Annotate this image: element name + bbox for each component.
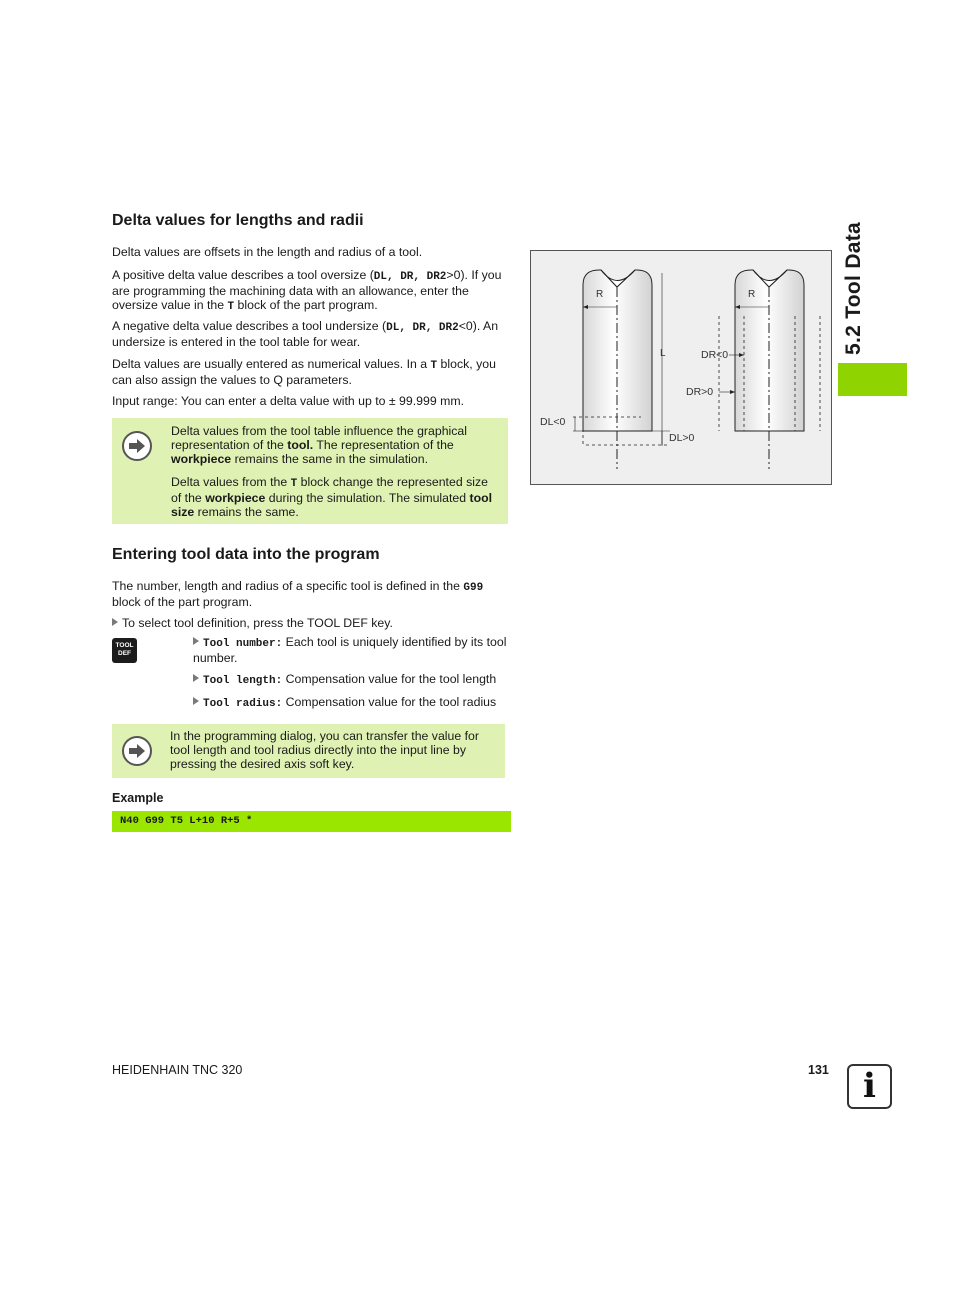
example-code-bar (112, 811, 511, 832)
list-item-tool-number: Tool number: Each tool is uniquely identified by its tool number. (193, 635, 507, 666)
example-label: Example (112, 791, 164, 805)
label-r-left: R (596, 289, 604, 300)
label-r-right: R (748, 289, 756, 300)
step-select-tool-def: To select tool definition, press the TOOL DEF key. (112, 616, 512, 630)
sidebar-title: 5.2 Tool Data (842, 221, 865, 355)
arrow-right-icon (122, 736, 152, 766)
bullet-triangle-icon (112, 618, 118, 626)
arrow-right-icon (122, 431, 152, 461)
bullet-triangle-icon (193, 674, 199, 682)
sidebar-green-tab (838, 363, 907, 396)
bullet-triangle-icon (193, 637, 199, 645)
label-dl-negative: DL<0 (540, 416, 566, 428)
label-dr-negative: DR<0 (701, 349, 729, 361)
tool-delta-figure (530, 250, 832, 485)
footer-product-name: HEIDENHAIN TNC 320 (112, 1063, 243, 1077)
tool-def-key-line1: TOOL (115, 642, 134, 649)
list-item-tool-length: Tool length: Compensation value for the tool length (193, 672, 513, 688)
label-l: L (660, 348, 666, 359)
example-code: N40 G99 T5 L+10 R+5 * (120, 815, 253, 827)
paragraph-positive-delta: A positive delta value describes a tool oversize (DL, DR, DR2>0). If you are programming the machining data with an allowance, enter the oversize value in the T block of the part program. (112, 268, 502, 314)
label-dl-positive: DL>0 (669, 432, 695, 444)
section-heading-entering-tool-data: Entering tool data into the program (112, 546, 380, 563)
section-heading-delta-values: Delta values for lengths and radii (112, 212, 364, 229)
tool-def-key-line2: DEF (118, 649, 131, 657)
note-box-delta (112, 418, 508, 524)
paragraph-numerical-values: Delta values are usually entered as numerical values. In a T block, you can also assign the values to Q parameters. (112, 357, 496, 388)
note-programming-dialog-text: In the programming dialog, you can transfer the value for tool length and tool radius directly into the input line by pressing the desired axis soft key. (170, 729, 479, 772)
tool-def-key[interactable] (112, 638, 137, 663)
note-box-programming-dialog (112, 724, 505, 778)
note-delta-paragraph-1: Delta values from the tool table influence the graphical representation of the tool. The representation of the workpiece remains the same in the simulation. (171, 424, 467, 467)
page-number: 131 (808, 1063, 829, 1077)
paragraph-g99-block: The number, length and radius of a specific tool is defined in the G99 block of the part program. (112, 579, 484, 610)
info-icon (847, 1064, 892, 1109)
list-item-tool-radius: Tool radius: Compensation value for the tool radius (193, 695, 513, 711)
paragraph-negative-delta: A negative delta value describes a tool undersize (DL, DR, DR2<0). An undersize is entered in the tool table for wear. (112, 319, 499, 350)
note-delta-paragraph-2: Delta values from the T block change the represented size of the workpiece during the simulation. The simulated tool size remains the same. (171, 475, 493, 520)
label-dr-positive: DR>0 (686, 386, 714, 398)
paragraph-delta-intro: Delta values are offsets in the length and radius of a tool. (112, 245, 423, 259)
paragraph-input-range: Input range: You can enter a delta value with up to ± 99.999 mm. (112, 394, 464, 408)
info-glyph: i (863, 1066, 876, 1106)
bullet-triangle-icon (193, 697, 199, 705)
